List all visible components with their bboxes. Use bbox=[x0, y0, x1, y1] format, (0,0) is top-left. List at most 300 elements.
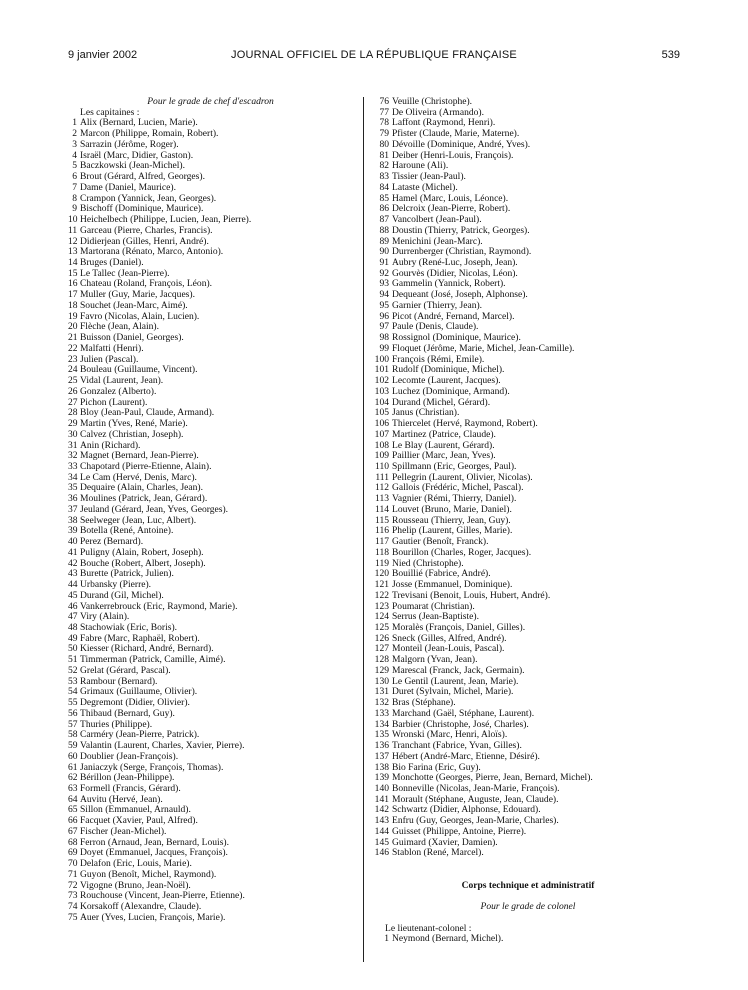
item-name: Floquet (Jérôme, Marie, Michel, Jean-Camille). bbox=[392, 342, 575, 354]
item-name: Durand (Michel, Gérard). bbox=[392, 396, 491, 408]
item-number: 22 bbox=[68, 342, 78, 354]
item-number: 29 bbox=[68, 418, 78, 430]
item-name: Chapotard (Pierre-Etienne, Alain). bbox=[80, 460, 212, 472]
item-number: 127 bbox=[374, 643, 389, 655]
item-number: 58 bbox=[68, 729, 78, 741]
list-item bbox=[68, 591, 353, 602]
item-number: 47 bbox=[68, 611, 78, 623]
item-name: Dequaire (Alain, Charles, Jean). bbox=[80, 482, 204, 494]
item-name: Serrus (Jean-Baptiste). bbox=[392, 611, 479, 623]
item-number: 114 bbox=[375, 503, 389, 515]
item-number: 88 bbox=[379, 224, 389, 236]
item-name: Vancolbert (Jean-Paul). bbox=[392, 214, 482, 226]
item-number: 83 bbox=[379, 171, 389, 183]
item-name: Kiesser (Richard, André, Bernard). bbox=[80, 643, 214, 655]
item-name: Chateau (Roland, François, Léon). bbox=[80, 278, 213, 290]
item-name: Crampon (Yannick, Jean, Georges). bbox=[80, 192, 217, 204]
item-number: 122 bbox=[374, 589, 389, 601]
item-number: 129 bbox=[374, 664, 389, 676]
item-number: 42 bbox=[68, 557, 78, 569]
rank-subheading: Les capitaines : bbox=[80, 106, 140, 118]
item-number: 109 bbox=[374, 450, 389, 462]
item-number: 113 bbox=[375, 493, 389, 505]
item-name: Monchotte (Georges, Pierre, Jean, Bernard, Michel). bbox=[392, 772, 593, 784]
list-item bbox=[373, 344, 683, 355]
item-number: 99 bbox=[379, 342, 389, 354]
item-name: Sarrazin (Jérôme, Roger). bbox=[80, 138, 179, 150]
item-name: Bonneville (Nicolas, Jean-Marie, François). bbox=[392, 783, 560, 794]
item-name: Trevisani (Benoit, Louis, Hubert, André). bbox=[392, 589, 551, 601]
item-name: Bischoff (Dominique, Maurice). bbox=[80, 203, 204, 215]
item-number: 2 bbox=[72, 128, 77, 140]
item-number: 93 bbox=[379, 278, 389, 290]
item-name: Stablon (René, Marcel). bbox=[392, 847, 484, 859]
item-number: 67 bbox=[68, 825, 78, 837]
spacer bbox=[373, 859, 683, 870]
item-name: Buisson (Daniel, Georges). bbox=[80, 332, 184, 344]
item-name: Malgorn (Yvan, Jean). bbox=[392, 654, 478, 666]
item-name: Souchet (Jean-Marc, Aimé). bbox=[80, 299, 188, 311]
spacer bbox=[373, 913, 683, 924]
item-number: 70 bbox=[68, 858, 78, 870]
item-number: 142 bbox=[374, 804, 389, 816]
item-name: Viry (Alain). bbox=[80, 611, 130, 623]
item-number: 30 bbox=[68, 428, 78, 440]
item-name: Vidal (Laurent, Jean). bbox=[80, 375, 164, 387]
item-name: Wronski (Marc, Henri, Aloïs). bbox=[392, 729, 508, 741]
item-number: 81 bbox=[379, 149, 389, 161]
item-number: 36 bbox=[68, 493, 78, 505]
item-number: 78 bbox=[379, 117, 389, 129]
item-number: 3 bbox=[72, 138, 77, 150]
item-number: 55 bbox=[68, 697, 78, 709]
item-name: Martinez (Patrice, Claude). bbox=[392, 428, 496, 440]
list-item bbox=[68, 183, 353, 194]
item-name: Moralès (François, Daniel, Gilles). bbox=[392, 621, 526, 633]
item-name: Bouleau (Guillaume, Vincent). bbox=[80, 364, 198, 376]
item-number: 16 bbox=[68, 278, 78, 290]
item-name: Moulines (Patrick, Jean, Gérard). bbox=[80, 493, 208, 505]
item-name: Grelat (Gérard, Pascal). bbox=[80, 664, 171, 676]
section-rank-subheading: Le lieutenant-colonel : bbox=[385, 922, 472, 934]
item-number: 44 bbox=[68, 579, 78, 591]
item-name: Puligny (Alain, Robert, Joseph). bbox=[80, 546, 204, 558]
item-name: Bouillié (Fabrice, André). bbox=[392, 568, 491, 580]
item-number: 139 bbox=[374, 772, 389, 784]
item-name: Paillier (Marc, Jean, Yves). bbox=[392, 450, 496, 462]
item-number: 41 bbox=[68, 546, 78, 558]
item-name: Auvitu (Hervé, Jean). bbox=[80, 793, 163, 805]
list-item bbox=[373, 591, 683, 602]
item-number: 146 bbox=[374, 847, 389, 859]
item-name: Phelip (Laurent, Gilles, Marie). bbox=[392, 525, 513, 537]
item-name: Flèche (Jean, Alain). bbox=[80, 321, 159, 333]
item-number: 116 bbox=[375, 525, 389, 537]
item-number: 1 bbox=[384, 933, 389, 945]
item-number: 118 bbox=[375, 546, 389, 558]
item-name: Israël (Marc, Didier, Gaston). bbox=[80, 149, 194, 161]
item-name: Thiercelet (Hervé, Raymond, Robert). bbox=[392, 418, 538, 430]
item-name: Janiaczyk (Serge, François, Thomas). bbox=[80, 761, 224, 773]
item-number: 135 bbox=[374, 729, 389, 741]
item-number: 71 bbox=[68, 868, 78, 880]
item-name: Bras (Stéphane). bbox=[392, 697, 456, 709]
item-name: Laffont (Raymond, Henri). bbox=[392, 117, 496, 129]
item-number: 98 bbox=[379, 332, 389, 344]
list-item bbox=[373, 934, 683, 945]
item-name: Josse (Emmanuel, Dominique). bbox=[392, 579, 513, 591]
item-number: 35 bbox=[68, 482, 78, 494]
item-name: Veuille (Christophe). bbox=[392, 96, 473, 107]
item-name: Marcon (Philippe, Romain, Robert). bbox=[80, 128, 219, 140]
item-name: Rambour (Bernard). bbox=[80, 675, 158, 687]
item-number: 60 bbox=[68, 750, 78, 762]
item-name: Morault (Stéphane, Auguste, Jean, Claude). bbox=[392, 793, 559, 805]
section-grade-heading: Pour le grade de colonel bbox=[480, 901, 576, 913]
item-name: Auer (Yves, Lucien, François, Marie). bbox=[80, 911, 226, 923]
item-number: 102 bbox=[374, 375, 389, 387]
item-number: 4 bbox=[72, 149, 77, 161]
item-number: 39 bbox=[68, 525, 78, 537]
item-name: Louvet (Bruno, Marie, Daniel). bbox=[392, 503, 512, 515]
item-number: 6 bbox=[72, 171, 77, 183]
item-name: Le Tallec (Jean-Pierre). bbox=[80, 267, 170, 279]
item-name: Barbier (Christophe, José, Charles). bbox=[392, 718, 529, 730]
item-number: 106 bbox=[374, 418, 389, 430]
item-name: François (Rémi, Emile). bbox=[392, 353, 485, 365]
item-name: Guyon (Benoît, Michel, Raymond). bbox=[80, 868, 217, 880]
item-name: Dévoille (Dominique, André, Yves). bbox=[392, 138, 531, 150]
item-name: Muller (Guy, Marie, Jacques). bbox=[80, 289, 195, 301]
item-name: Bloy (Jean-Paul, Claude, Armand). bbox=[80, 407, 215, 419]
spacer bbox=[373, 870, 683, 881]
item-name: Doustin (Thierry, Patrick, Georges). bbox=[392, 224, 530, 236]
item-name: Monteil (Jean-Louis, Pascal). bbox=[392, 643, 505, 655]
item-number: 11 bbox=[68, 224, 78, 236]
list-item bbox=[373, 848, 683, 859]
item-name: Gourvès (Didier, Nicolas, Léon). bbox=[392, 267, 518, 279]
item-name: Aubry (René-Luc, Joseph, Jean). bbox=[392, 257, 518, 269]
item-number: 56 bbox=[68, 707, 78, 719]
item-name: Rousseau (Thierry, Jean, Guy). bbox=[392, 514, 511, 526]
item-name: De Oliveira (Armando). bbox=[392, 106, 484, 118]
list-item bbox=[68, 913, 353, 924]
item-name: Formell (Francis, Gérard). bbox=[80, 783, 181, 794]
list-item bbox=[68, 226, 353, 237]
item-name: Doyet (Emmanuel, Jacques, François). bbox=[80, 847, 228, 859]
item-name: Haroune (Ali). bbox=[392, 160, 449, 172]
item-number: 40 bbox=[68, 536, 78, 548]
item-number: 32 bbox=[68, 450, 78, 462]
item-name: Marchand (Gaël, Stéphane, Laurent). bbox=[392, 707, 535, 719]
item-name: Grimaux (Guillaume, Olivier). bbox=[80, 686, 198, 698]
item-number: 64 bbox=[68, 793, 78, 805]
item-name: Hébert (André-Marc, Etienne, Désiré). bbox=[392, 750, 540, 762]
item-number: 53 bbox=[68, 675, 78, 687]
list-item bbox=[373, 430, 683, 441]
item-number: 119 bbox=[375, 557, 389, 569]
item-name: Timmerman (Patrick, Camille, Aimé). bbox=[80, 654, 226, 666]
list-item bbox=[373, 226, 683, 237]
item-number: 13 bbox=[68, 246, 78, 258]
list-item bbox=[68, 709, 353, 720]
item-number: 132 bbox=[374, 697, 389, 709]
item-number: 90 bbox=[379, 246, 389, 258]
item-number: 103 bbox=[374, 385, 389, 397]
item-number: 137 bbox=[374, 750, 389, 762]
item-name: Rossignol (Dominique, Maurice). bbox=[392, 332, 521, 344]
item-number: 59 bbox=[68, 740, 78, 752]
item-number: 76 bbox=[379, 96, 389, 107]
item-name: Rudolf (Dominique, Michel). bbox=[392, 364, 505, 376]
item-name: Korsakoff (Alexandre, Claude). bbox=[80, 901, 202, 913]
item-name: Fabre (Marc, Raphaël, Robert). bbox=[80, 632, 200, 644]
item-name: Magnet (Bernard, Jean-Pierre). bbox=[80, 450, 199, 462]
item-name: Delcroix (Jean-Pierre, Robert). bbox=[392, 203, 511, 215]
item-number: 7 bbox=[72, 181, 77, 193]
section-list bbox=[373, 934, 683, 945]
item-name: Sillon (Emmanuel, Arnauld). bbox=[80, 804, 191, 816]
item-name: Gallois (Frédéric, Michel, Pascal). bbox=[392, 482, 524, 494]
item-number: 24 bbox=[68, 364, 78, 376]
item-name: Delafon (Eric, Louis, Marie). bbox=[80, 858, 192, 870]
item-number: 86 bbox=[379, 203, 389, 215]
promotion-list-left bbox=[68, 118, 353, 923]
item-name: Durrenberger (Christian, Raymond). bbox=[392, 246, 532, 258]
item-name: Burette (Patrick, Julien). bbox=[80, 568, 174, 580]
item-name: Degremont (Didier, Olivier). bbox=[80, 697, 190, 709]
item-number: 124 bbox=[374, 611, 389, 623]
list-item bbox=[373, 548, 683, 559]
list-item bbox=[373, 387, 683, 398]
item-name: Martorana (Rénato, Marco, Antonio). bbox=[80, 246, 224, 258]
item-name: Guimard (Xavier, Damien). bbox=[392, 836, 498, 848]
item-name: Garceau (Pierre, Charles, Francis). bbox=[80, 224, 213, 236]
item-number: 138 bbox=[374, 761, 389, 773]
item-number: 14 bbox=[68, 257, 78, 269]
right-column bbox=[373, 97, 683, 945]
list-item bbox=[68, 430, 353, 441]
item-number: 110 bbox=[375, 460, 389, 472]
item-number: 112 bbox=[375, 482, 389, 494]
list-item bbox=[373, 183, 683, 194]
item-name: Alix (Bernard, Lucien, Marie). bbox=[80, 117, 198, 129]
item-number: 120 bbox=[374, 568, 389, 580]
item-number: 25 bbox=[68, 375, 78, 387]
item-name: Deiber (Henri-Louis, François). bbox=[392, 149, 514, 161]
item-number: 87 bbox=[379, 214, 389, 226]
list-item bbox=[68, 387, 353, 398]
item-number: 74 bbox=[68, 901, 78, 913]
item-number: 96 bbox=[379, 310, 389, 322]
item-number: 33 bbox=[68, 460, 78, 472]
item-name: Martin (Yves, René, Marie). bbox=[80, 418, 188, 430]
item-name: Marescal (Franck, Jack, Germain). bbox=[392, 664, 525, 676]
item-number: 105 bbox=[374, 407, 389, 419]
item-name: Janus (Christian). bbox=[392, 407, 460, 419]
item-number: 136 bbox=[374, 740, 389, 752]
grade-heading: Pour le grade de chef d'escadron bbox=[147, 96, 274, 107]
item-name: Poumarat (Christian). bbox=[392, 600, 475, 612]
item-name: Picot (André, Fernand, Marcel). bbox=[392, 310, 515, 322]
item-number: 145 bbox=[374, 836, 389, 848]
item-number: 5 bbox=[72, 160, 77, 172]
item-number: 20 bbox=[68, 321, 78, 333]
item-number: 134 bbox=[374, 718, 389, 730]
list-item bbox=[68, 548, 353, 559]
item-name: Bourillon (Charles, Roger, Jacques). bbox=[392, 546, 532, 558]
item-name: Brout (Gérard, Alfred, Georges). bbox=[80, 171, 205, 183]
item-number: 43 bbox=[68, 568, 78, 580]
item-name: Didierjean (Gilles, Henri, André). bbox=[80, 235, 209, 247]
item-name: Gautier (Benoît, Franck). bbox=[392, 536, 489, 548]
list-item bbox=[68, 344, 353, 355]
item-number: 68 bbox=[68, 836, 78, 848]
item-name: Le Gentil (Laurent, Jean, Marie). bbox=[392, 675, 519, 687]
item-number: 50 bbox=[68, 643, 78, 655]
item-name: Tissier (Jean-Paul). bbox=[392, 171, 466, 183]
item-number: 131 bbox=[374, 686, 389, 698]
item-number: 38 bbox=[68, 514, 78, 526]
item-name: Enfru (Guy, Georges, Jean-Marie, Charles). bbox=[392, 815, 559, 827]
item-name: Anin (Richard). bbox=[80, 439, 141, 451]
item-name: Heichelbech (Philippe, Lucien, Jean, Pierre). bbox=[80, 214, 252, 226]
item-name: Dequeant (José, Joseph, Alphonse). bbox=[392, 289, 528, 301]
item-name: Durand (Gil, Michel). bbox=[80, 589, 164, 601]
item-number: 66 bbox=[68, 815, 78, 827]
item-number: 104 bbox=[374, 396, 389, 408]
item-number: 143 bbox=[374, 815, 389, 827]
item-number: 52 bbox=[68, 664, 78, 676]
item-number: 84 bbox=[379, 181, 389, 193]
item-number: 28 bbox=[68, 407, 78, 419]
promotion-list-right bbox=[373, 97, 683, 859]
item-number: 140 bbox=[374, 783, 389, 794]
item-name: Rouchouse (Vincent, Jean-Pierre, Etienne). bbox=[80, 890, 245, 902]
item-number: 141 bbox=[374, 793, 389, 805]
item-number: 128 bbox=[374, 654, 389, 666]
item-name: Paule (Denis, Claude). bbox=[392, 321, 479, 333]
item-number: 115 bbox=[375, 514, 389, 526]
item-name: Duret (Sylvain, Michel, Marie). bbox=[392, 686, 514, 698]
item-number: 45 bbox=[68, 589, 78, 601]
item-number: 1 bbox=[72, 117, 77, 129]
item-number: 123 bbox=[374, 600, 389, 612]
item-number: 69 bbox=[68, 847, 78, 859]
item-name: Nied (Christophe). bbox=[392, 557, 464, 569]
item-name: Julien (Pascal). bbox=[80, 353, 139, 365]
item-number: 101 bbox=[374, 364, 389, 376]
item-name: Pellegrin (Laurent, Olivier, Nicolas). bbox=[392, 471, 533, 483]
item-number: 77 bbox=[379, 106, 389, 118]
item-name: Botella (René, Antoine). bbox=[80, 525, 174, 537]
item-number: 82 bbox=[379, 160, 389, 172]
item-number: 46 bbox=[68, 600, 78, 612]
item-name: Menichini (Jean-Marc). bbox=[392, 235, 483, 247]
item-name: Le Cam (Hervé, Denis, Marc). bbox=[80, 471, 197, 483]
list-item bbox=[373, 752, 683, 763]
list-item bbox=[68, 870, 353, 881]
column-divider bbox=[363, 97, 364, 962]
item-number: 126 bbox=[374, 632, 389, 644]
item-name: Garnier (Thierry, Jean). bbox=[392, 299, 483, 311]
page-header bbox=[68, 49, 680, 63]
item-name: Pfister (Claude, Marie, Materne). bbox=[392, 128, 520, 140]
item-number: 15 bbox=[68, 267, 78, 279]
item-number: 133 bbox=[374, 707, 389, 719]
item-name: Calvez (Christian, Joseph). bbox=[80, 428, 184, 440]
item-name: Lecomte (Laurent, Jacques). bbox=[392, 375, 501, 387]
item-number: 73 bbox=[68, 890, 78, 902]
item-number: 21 bbox=[68, 332, 78, 344]
item-name: Neymond (Bernard, Michel). bbox=[392, 933, 504, 945]
item-number: 48 bbox=[68, 621, 78, 633]
item-name: Schwartz (Didier, Alphonse, Edouard). bbox=[392, 804, 541, 816]
item-number: 97 bbox=[379, 321, 389, 333]
item-number: 10 bbox=[68, 214, 78, 226]
item-number: 27 bbox=[68, 396, 78, 408]
item-number: 121 bbox=[374, 579, 389, 591]
item-name: Perez (Bernard). bbox=[80, 536, 144, 548]
item-number: 125 bbox=[374, 621, 389, 633]
item-number: 54 bbox=[68, 686, 78, 698]
item-name: Vankerrebrouck (Eric, Raymond, Marie). bbox=[80, 600, 238, 612]
item-number: 89 bbox=[379, 235, 389, 247]
page-number: 539 bbox=[661, 49, 680, 61]
item-name: Guisset (Philippe, Antoine, Pierre). bbox=[392, 825, 527, 837]
item-name: Facquet (Xavier, Paul, Alfred). bbox=[80, 815, 198, 827]
list-item bbox=[373, 709, 683, 720]
item-name: Gammelin (Yannick, Robert). bbox=[392, 278, 506, 290]
item-name: Dame (Daniel, Maurice). bbox=[80, 181, 176, 193]
item-name: Favro (Nicolas, Alain, Lucien). bbox=[80, 310, 200, 322]
item-name: Tranchant (Fabrice, Yvan, Gilles). bbox=[392, 740, 522, 752]
item-number: 91 bbox=[379, 257, 389, 269]
journal-title: JOURNAL OFFICIEL DE LA RÉPUBLIQUE FRANÇAISE bbox=[231, 49, 517, 61]
item-name: Gonzalez (Alberto). bbox=[80, 385, 157, 397]
item-name: Thuries (Philippe). bbox=[80, 718, 153, 730]
item-name: Stachowiak (Eric, Boris). bbox=[80, 621, 178, 633]
item-name: Lataste (Michel). bbox=[392, 181, 458, 193]
item-number: 72 bbox=[68, 879, 78, 891]
left-column bbox=[68, 97, 353, 924]
item-number: 17 bbox=[68, 289, 78, 301]
item-number: 107 bbox=[374, 428, 389, 440]
item-number: 34 bbox=[68, 471, 78, 483]
item-number: 61 bbox=[68, 761, 78, 773]
item-number: 19 bbox=[68, 310, 78, 322]
item-name: Sneck (Gilles, Alfred, André). bbox=[392, 632, 507, 644]
item-name: Ferron (Arnaud, Jean, Bernard, Louis). bbox=[80, 836, 229, 848]
item-name: Le Blay (Laurent, Gérard). bbox=[392, 439, 495, 451]
item-name: Pichon (Laurent). bbox=[80, 396, 148, 408]
item-number: 49 bbox=[68, 632, 78, 644]
item-number: 62 bbox=[68, 772, 78, 784]
list-item bbox=[68, 752, 353, 763]
item-name: Hamel (Marc, Louis, Léonce). bbox=[392, 192, 509, 204]
item-number: 95 bbox=[379, 299, 389, 311]
item-number: 51 bbox=[68, 654, 78, 666]
item-number: 92 bbox=[379, 267, 389, 279]
item-number: 94 bbox=[379, 289, 389, 301]
item-number: 31 bbox=[68, 439, 78, 451]
item-number: 111 bbox=[375, 471, 389, 483]
item-name: Bérillon (Jean-Philippe). bbox=[80, 772, 175, 784]
item-name: Spillmann (Eric, Georges, Paul). bbox=[392, 460, 517, 472]
item-number: 108 bbox=[374, 439, 389, 451]
item-name: Jeuland (Gérard, Jean, Yves, Georges). bbox=[80, 503, 229, 515]
item-number: 8 bbox=[72, 192, 77, 204]
